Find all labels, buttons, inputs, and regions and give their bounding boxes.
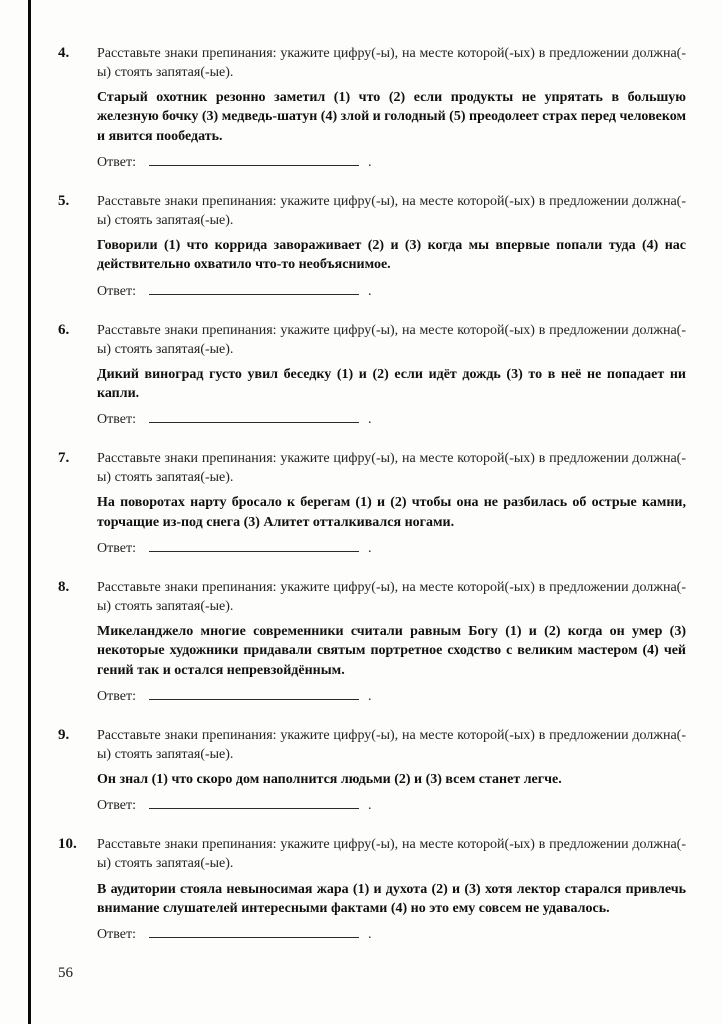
answer-line bbox=[97, 410, 686, 428]
answer-label: Ответ: bbox=[97, 412, 136, 428]
answer-line bbox=[97, 687, 686, 705]
task-body bbox=[97, 192, 686, 300]
task-instruction: Расставьте знаки препинания: укажите цифру(-ы), на месте которой(-ых) в предложении должна(-ы) стоять запятая(-ые). bbox=[97, 194, 686, 229]
answer-label: Ответ: bbox=[97, 155, 136, 170]
answer-blank-line bbox=[149, 539, 359, 552]
task-number: 9. bbox=[58, 727, 70, 744]
answer-line bbox=[97, 282, 686, 300]
task-sentence: Старый охотник резонно заметил (1) что (2) если продукты не упрятать в большую железную бочку (3) медведь-шатун (4) злой и голодный (5) преодолеет страх перед человеком и явится пообедать. bbox=[97, 90, 686, 144]
answer-period: . bbox=[367, 541, 372, 557]
task-instruction: Расставьте знаки препинания: укажите цифру(-ы), на месте которой(-ых) в предложении должна(-ы) стоять запятая(-ые). bbox=[97, 451, 686, 486]
page-footer bbox=[58, 965, 73, 982]
answer-period: . bbox=[367, 412, 372, 428]
task-instruction: Расставьте знаки препинания: укажите цифру(-ы), на месте которой(-ых) в предложении должна(-ы) стоять запятая(-ые). bbox=[97, 837, 686, 872]
answer-period: . bbox=[367, 689, 372, 705]
answer-blank-line bbox=[149, 687, 359, 700]
task-sentence: Дикий виноград густо увил беседку (1) и (2) если идёт дождь (3) то в неё не попадает ни капли. bbox=[97, 366, 686, 402]
task-body bbox=[97, 835, 686, 943]
task-sentence: Он знал (1) что скоро дом наполнится людьми (2) и (3) всем станет легче. bbox=[97, 772, 562, 788]
answer-blank-line bbox=[149, 796, 359, 809]
task-body bbox=[97, 321, 686, 429]
task-list bbox=[58, 44, 686, 943]
task-body bbox=[97, 44, 686, 171]
page-number: 56 bbox=[58, 965, 73, 981]
task-body bbox=[97, 578, 686, 705]
task-body bbox=[97, 726, 686, 814]
answer-label: Ответ: bbox=[97, 798, 136, 814]
answer-blank-line bbox=[149, 282, 359, 295]
answer-blank-line bbox=[149, 925, 359, 938]
task-number: 10. bbox=[58, 836, 77, 853]
answer-period: . bbox=[367, 155, 372, 170]
task bbox=[58, 192, 686, 300]
task bbox=[58, 578, 686, 705]
task bbox=[58, 321, 686, 429]
answer-blank-line bbox=[149, 410, 359, 423]
task bbox=[58, 835, 686, 943]
answer-line bbox=[97, 796, 686, 814]
task-number: 4. bbox=[58, 45, 70, 61]
answer-label: Ответ: bbox=[97, 541, 136, 557]
task bbox=[58, 44, 686, 171]
task-instruction: Расставьте знаки препинания: укажите цифру(-ы), на месте которой(-ых) в предложении должна(-ы) стоять запятая(-ые). bbox=[97, 46, 686, 81]
answer-line bbox=[97, 539, 686, 557]
task-number: 7. bbox=[58, 450, 70, 467]
answer-blank-line bbox=[149, 153, 359, 166]
answer-label: Ответ: bbox=[97, 689, 136, 705]
answer-period: . bbox=[367, 927, 372, 943]
answer-period: . bbox=[367, 798, 372, 814]
answer-line bbox=[97, 925, 686, 943]
task-body bbox=[97, 449, 686, 557]
task-instruction: Расставьте знаки препинания: укажите цифру(-ы), на месте которой(-ых) в предложении должна(-ы) стоять запятая(-ые). bbox=[97, 728, 686, 763]
task-number: 8. bbox=[58, 579, 70, 596]
answer-label: Ответ: bbox=[97, 927, 136, 943]
answer-period: . bbox=[367, 283, 372, 299]
task-sentence: Микеланджело многие современники считали равным Богу (1) и (2) когда он умер (3) некоторые художники придавали святым портретное сходство с великим мастером (4) чей гений так и остался непревзойдённым. bbox=[97, 624, 686, 678]
answer-label: Ответ: bbox=[97, 283, 136, 299]
task-sentence: На поворотах нарту бросало к берегам (1) и (2) чтобы она не разбилась об острые камни, торчащие из-под снега (3) Алитет отталкивался ногами. bbox=[97, 495, 686, 530]
task bbox=[58, 726, 686, 814]
task-number: 6. bbox=[58, 321, 70, 338]
answer-line bbox=[97, 153, 686, 171]
task-number: 5. bbox=[58, 193, 70, 209]
task-instruction: Расставьте знаки препинания: укажите цифру(-ы), на месте которой(-ых) в предложении должна(-ы) стоять запятая(-ые). bbox=[97, 580, 686, 615]
task-instruction: Расставьте знаки препинания: укажите цифру(-ы), на месте которой(-ых) в предложении должна(-ы) стоять запятая(-ые). bbox=[97, 322, 686, 357]
task bbox=[58, 449, 686, 557]
task-sentence: Говорили (1) что коррида завораживает (2) и (3) когда мы впервые попали туда (4) нас действительно охватило что-то необъяснимое. bbox=[97, 238, 686, 273]
task-sentence: В аудитории стояла невыносимая жара (1) и духота (2) и (3) хотя лектор старался привлечь внимание слушателей интересными фактами (4) но это ему совсем не удавалось. bbox=[97, 881, 686, 916]
